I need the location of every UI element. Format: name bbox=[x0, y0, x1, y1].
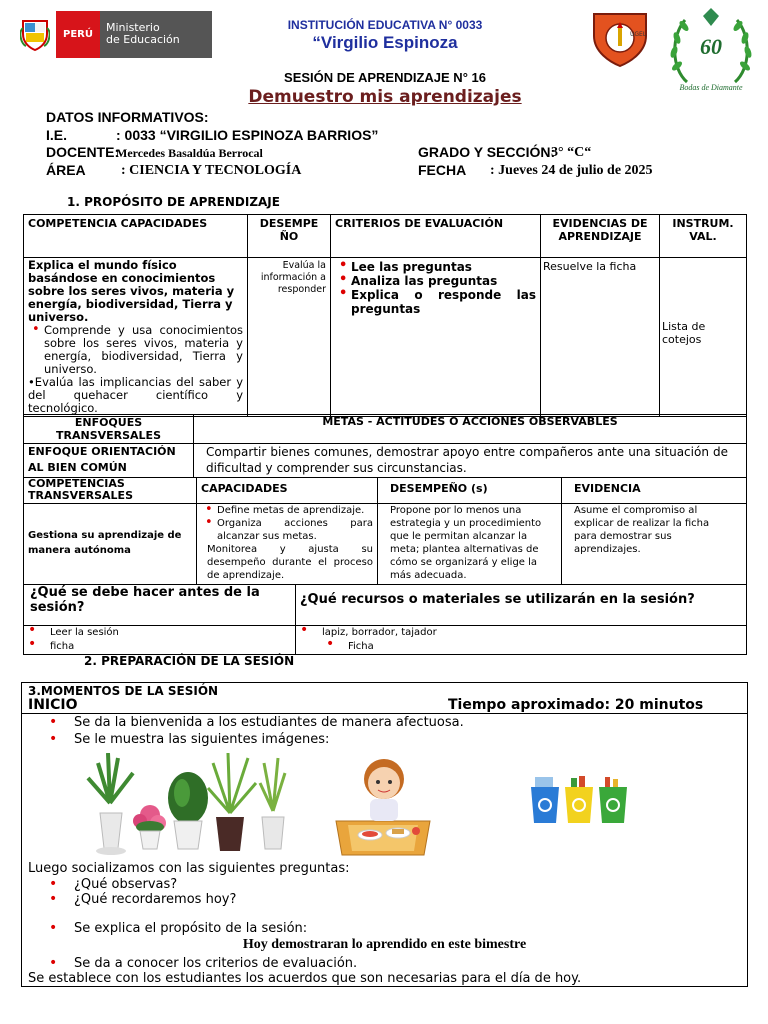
proposito-explica-text: Se explica el propósito de la sesión: bbox=[74, 921, 308, 936]
bienvenida-text: Se da la bienvenida a los estudiantes de manera afectuosa. bbox=[74, 715, 464, 730]
list-item: • Ficha bbox=[326, 636, 374, 652]
capacidades-header: CAPACIDADES bbox=[197, 478, 378, 504]
criterios-text: Se da a conocer los criterios de evaluación. bbox=[74, 956, 358, 971]
peru-shield-icon bbox=[14, 11, 56, 58]
instrumento-text: Lista de cotejos bbox=[660, 258, 747, 417]
header-competencia: COMPETENCIA CAPACIDADES bbox=[24, 215, 248, 258]
pregunta-item: ¿Qué observas? bbox=[74, 877, 178, 892]
evidencia-text: Resuelve la ficha bbox=[541, 258, 660, 417]
comp-transversales-header: COMPETENCIAS TRANSVERSALES bbox=[24, 478, 197, 504]
ie-label: I.E. bbox=[46, 127, 68, 143]
datos-heading: DATOS INFORMATIVOS: bbox=[46, 109, 209, 125]
capacidad-item: • Define metas de aprendizaje. bbox=[201, 504, 373, 517]
competencia-text: Explica el mundo físico basándose en conocimientos sobre los seres vivos, materia y energía, biodiversidad, Tierra y universo. bbox=[28, 258, 235, 324]
plants-image bbox=[78, 753, 290, 857]
gestiona-aprendizaje: Gestiona su aprendizaje de manera autónoma bbox=[24, 504, 197, 585]
enfoques-table bbox=[23, 414, 747, 478]
fecha-label: FECHA bbox=[418, 162, 467, 178]
area-value: : CIENCIA Y TECNOLOGÍA bbox=[121, 163, 302, 178]
desempeno-transversal: Propone por lo menos una estrategia y un procedimiento que le permitan alcanzar la meta; plantea alternativas de cómo se organizará y elige la más adecuada. bbox=[378, 504, 562, 585]
tiempo-label: Tiempo aproximado: 20 minutos bbox=[448, 697, 704, 713]
capacidad-item: •Evalúa las implicancias del saber y del quehacer científico y tecnológico. bbox=[28, 375, 243, 415]
header-criterios: CRITERIOS DE EVALUACIÓN bbox=[331, 215, 541, 258]
enfoque-bien-comun: ENFOQUE ORIENTACIÓN AL BIEN COMÚN bbox=[24, 444, 194, 478]
area-label: ÁREA bbox=[46, 162, 86, 178]
evidencia-header: EVIDENCIA bbox=[562, 478, 747, 504]
school-crest-icon bbox=[590, 10, 650, 68]
anniversary-badge bbox=[665, 6, 757, 98]
section-proposito-title: 1. PROPÓSITO DE APRENDIZAJE bbox=[67, 195, 280, 209]
evidencia-transversal: Asume el compromiso al explicar de realizar la ficha para demostrar sus aprendizajes. bbox=[562, 504, 747, 585]
recursos-list bbox=[296, 622, 747, 655]
enfoques-header: ENFOQUES TRANSVERSALES bbox=[24, 415, 194, 444]
grado-value: 3° “C“ bbox=[551, 145, 592, 160]
badge-number: 60 bbox=[700, 34, 722, 59]
grado-label: GRADO Y SECCIÓN: bbox=[418, 144, 556, 160]
peru-label: PERÚ bbox=[56, 11, 100, 58]
proposito-frase: Hoy demostraran lo aprendido en este bimestre bbox=[242, 937, 527, 952]
metas-header: METAS - ACTITUDES O ACCIONES OBSERVABLES bbox=[194, 415, 747, 444]
session-number: SESIÓN DE APRENDIZAJE N° 16 bbox=[284, 70, 486, 85]
docente-label: DOCENTE: bbox=[46, 144, 120, 160]
minedu-logo bbox=[14, 11, 212, 58]
list-item: • ficha bbox=[28, 636, 75, 652]
recycling-bins-image bbox=[527, 775, 631, 825]
list-item: • Leer la sesión bbox=[28, 622, 119, 638]
badge-caption: Bodas de Diamante bbox=[679, 83, 743, 92]
preparacion-table bbox=[23, 584, 747, 655]
inicio-label: INICIO bbox=[28, 697, 78, 713]
proposito-table bbox=[23, 214, 747, 417]
competencia-cell bbox=[24, 258, 248, 417]
capacidades-cell bbox=[197, 504, 378, 585]
luego-text: Luego socializamos con las siguientes preguntas: bbox=[28, 861, 350, 876]
question-antes: ¿Qué se debe hacer antes de la sesión? bbox=[24, 585, 296, 626]
momentos-box: 3.MOMENTOS DE LA SESIÓN INICIO Tiempo aproximado: 20 minutos • Se da la bienvenida a los estudiantes de manera afectuosa. • Se le muestra las siguientes imágenes: Luego socializamos con las siguientes preguntas: • ¿Qué observas? • ¿Qué recordaremos hoy? • Se explica el propósito de la sesión: Hoy demostraran lo aprendido en este bimestre • Se da a conocer los criterios de evaluación. Se establece con los estudiantes los acuerdos que son necesarias para el día de hoy. bbox=[21, 682, 748, 987]
docente-value: Mercedes Basaldúa Berrocal bbox=[116, 146, 263, 160]
criterios-cell bbox=[331, 258, 541, 417]
fecha-value: : Jueves 24 de julio de 2025 bbox=[490, 163, 653, 178]
capacidad-item: • Organiza acciones para alcanzar sus metas. bbox=[201, 517, 373, 543]
capacidad-item: Monitorea y ajusta su desempeño durante el proceso de aprendizaje. bbox=[207, 544, 373, 581]
pregunta-item: ¿Qué recordaremos hoy? bbox=[74, 892, 237, 907]
criterio-item: • Explica o responde las preguntas bbox=[335, 288, 536, 316]
header-evidencias: EVIDENCIAS DE APRENDIZAJE bbox=[541, 215, 660, 258]
ministerio-label: Ministerio de Educación bbox=[100, 11, 212, 58]
antes-list bbox=[24, 622, 296, 655]
session-title: Demuestro mis aprendizajes bbox=[248, 87, 522, 107]
section-preparacion-title: 2. PREPARACIÓN DE LA SESIÓN bbox=[84, 654, 295, 668]
ugel-text: UGEL bbox=[630, 31, 647, 38]
momentos-heading: 3.MOMENTOS DE LA SESIÓN bbox=[28, 684, 219, 698]
capacidad-item: • Comprende y usa conocimientos sobre los seres vivos, materia y energía, biodiversidad, Tierra y universo. bbox=[28, 324, 243, 376]
desempeno-s-header: DESEMPEÑO (s) bbox=[378, 478, 562, 504]
imagenes-text: Se le muestra las siguientes imágenes: bbox=[74, 732, 330, 747]
question-recursos: ¿Qué recursos o materiales se utilizarán en la sesión? bbox=[296, 585, 747, 626]
acuerdos-text: Se establece con los estudiantes los acuerdos que son necesarias para el día de hoy. bbox=[28, 971, 582, 986]
transversales-table bbox=[23, 477, 747, 585]
list-item: • lapiz, borrador, tajador bbox=[300, 622, 437, 638]
header-instrumento: INSTRUM. VAL. bbox=[660, 215, 747, 258]
ie-value: : 0033 “VIRGILIO ESPINOZA BARRIOS” bbox=[116, 127, 379, 143]
criterio-item: • Analiza las preguntas bbox=[335, 274, 536, 288]
girl-eating-image bbox=[328, 751, 438, 859]
header-desempeno: DESEMPE ÑO bbox=[248, 215, 331, 258]
desempeno-text: Evalúa la información a responder bbox=[248, 258, 331, 417]
meta-text: Compartir bienes comunes, demostrar apoyo entre compañeros ante una situación de dificultad y comprender sus circunstancias. bbox=[194, 444, 747, 478]
criterio-item: • Lee las preguntas bbox=[335, 260, 536, 274]
institution-name: INSTITUCIÓN EDUCATIVA N° 0033 “Virgilio Espinoza bbox=[287, 18, 483, 52]
